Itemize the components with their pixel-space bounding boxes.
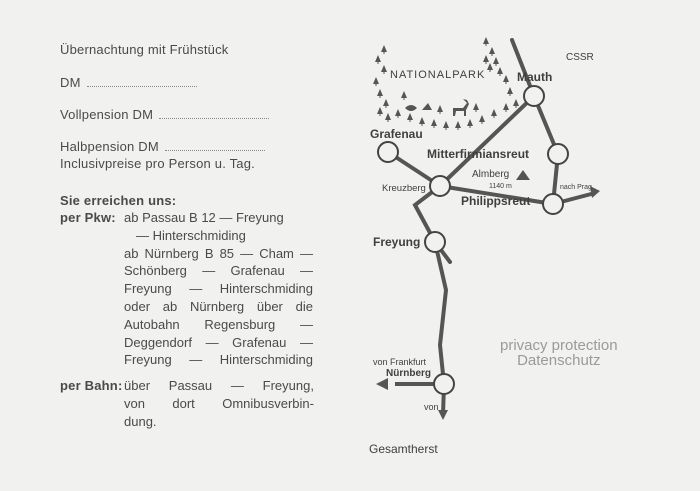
full-board-label: Vollpension DM xyxy=(60,107,154,122)
train-label: per Bahn: xyxy=(60,378,123,393)
country-label: CSSR xyxy=(566,52,594,63)
tree-trunk xyxy=(378,62,379,64)
map-labels xyxy=(369,52,594,456)
tree-trunk xyxy=(458,128,459,130)
town-mitterfirmiansreut-marker xyxy=(548,144,568,164)
train-direction-line: dung. xyxy=(124,414,157,429)
tree-trunk xyxy=(376,84,377,86)
animal-icon xyxy=(422,103,432,110)
tree-icon xyxy=(513,99,519,106)
forest-icons xyxy=(373,37,519,130)
tree-icon xyxy=(381,65,387,72)
tree-icon xyxy=(375,55,381,62)
tree-icon xyxy=(479,115,485,122)
tree-icon xyxy=(395,109,401,116)
tree-icon xyxy=(377,89,383,96)
tree-icon xyxy=(385,113,391,120)
mauth-label: Mauth xyxy=(517,70,553,84)
freyung-label: Freyung xyxy=(373,235,421,249)
train-direction-line: von dort Omnibusverbin- xyxy=(124,396,314,411)
tree-icon xyxy=(377,107,383,114)
tree-trunk xyxy=(434,126,435,128)
tree-icon xyxy=(487,63,493,70)
wildlife-icons xyxy=(405,99,469,116)
tree-trunk xyxy=(500,74,501,76)
tree-trunk xyxy=(386,106,387,108)
tree-trunk xyxy=(516,106,517,108)
almberg-label: Almberg xyxy=(472,169,510,180)
tree-trunk xyxy=(380,114,381,116)
town-hinterschmiding-marker xyxy=(434,374,454,394)
von-frankfurt-label: von Frankfurt xyxy=(373,357,427,367)
tree-trunk xyxy=(482,122,483,124)
car-direction-line: ab Nürnberg B 85 — Cham — xyxy=(124,245,313,261)
car-direction-line: Autobahn Regensburg — xyxy=(124,316,313,332)
half-board-label: Halbpension DM xyxy=(60,139,159,154)
nuernberg-label: Nürnberg xyxy=(386,368,431,379)
car-direction-line: — Hinterschmiding xyxy=(136,227,246,243)
tree-trunk xyxy=(486,62,487,64)
kreuzberg-label: Kreuzberg xyxy=(382,183,426,194)
tree-icon xyxy=(473,103,479,110)
tree-icon xyxy=(489,47,495,54)
philippsreut-label: Philippsreut xyxy=(461,194,531,208)
frankfurt-arrow-icon xyxy=(376,378,388,390)
national-park-label: NATIONALPARK xyxy=(390,69,486,81)
watermark-line2: Datenschutz xyxy=(517,352,601,369)
tree-trunk xyxy=(388,120,389,122)
inclusive-note: Inclusivpreise pro Person u. Tag. xyxy=(60,156,255,171)
overnight-label: Übernachtung mit Frühstück xyxy=(60,42,229,57)
tree-icon xyxy=(419,117,425,124)
nach-prag-label: nach Prag xyxy=(560,184,592,191)
directions-heading: Sie erreichen uns: xyxy=(60,193,177,208)
tree-trunk xyxy=(486,44,487,46)
tree-trunk xyxy=(410,120,411,122)
tree-trunk xyxy=(470,126,471,128)
tree-icon xyxy=(491,109,497,116)
tree-icon xyxy=(431,119,437,126)
tree-trunk xyxy=(384,52,385,54)
footer-label: Gesamtherst xyxy=(369,442,438,456)
watermark xyxy=(500,338,618,368)
car-direction-line: Freyung — Hinterschmiding xyxy=(124,352,313,368)
watermark-line1: privacy protection xyxy=(500,337,618,354)
tree-icon xyxy=(503,75,509,82)
car-direction-line: Schönberg — Grafenau — xyxy=(124,263,313,279)
tree-icon xyxy=(503,103,509,110)
tree-icon xyxy=(483,55,489,62)
tree-trunk xyxy=(398,116,399,118)
car-label: per Pkw: xyxy=(60,210,116,225)
south-arrow-icon xyxy=(438,410,448,420)
mitterfirmiansreut-label: Mitterfirmiansreut xyxy=(427,147,530,161)
train-direction-line: über Passau — Freyung, xyxy=(124,378,314,393)
town-grafenau-marker xyxy=(378,142,398,162)
tree-trunk xyxy=(422,124,423,126)
tree-icon xyxy=(467,119,473,126)
tree-icon xyxy=(407,113,413,120)
car-direction-line: Deggendorf — Grafenau — xyxy=(124,334,313,350)
grafenau-label: Grafenau xyxy=(370,127,423,141)
tree-icon xyxy=(401,91,407,98)
tree-icon xyxy=(483,37,489,44)
tree-icon xyxy=(383,99,389,106)
tree-trunk xyxy=(446,128,447,130)
tree-icon xyxy=(381,45,387,52)
von-label: von xyxy=(424,402,439,412)
car-direction-line: Freyung — Hinterschmiding xyxy=(124,281,313,297)
tree-trunk xyxy=(440,112,441,114)
town-philippsreut-marker xyxy=(543,194,563,214)
tree-trunk xyxy=(506,82,507,84)
town-kreuzberg-marker xyxy=(430,176,450,196)
town-freyung-marker xyxy=(425,232,445,252)
tree-trunk xyxy=(510,94,511,96)
tree-trunk xyxy=(506,110,507,112)
tree-icon xyxy=(497,67,503,74)
tree-icon xyxy=(455,121,461,128)
tree-icon xyxy=(443,121,449,128)
tree-icon xyxy=(373,77,379,84)
almberg-height-label: 1140 m xyxy=(489,183,512,190)
boar-icon xyxy=(405,105,417,111)
tree-icon xyxy=(507,87,513,94)
tree-trunk xyxy=(496,64,497,66)
tree-trunk xyxy=(380,96,381,98)
car-direction-line: oder ab Nürnberg über die xyxy=(124,299,313,314)
car-direction-line: ab Passau B 12 — Freyung xyxy=(124,210,284,225)
tree-trunk xyxy=(384,72,385,74)
tree-trunk xyxy=(404,98,405,100)
tree-trunk xyxy=(492,54,493,56)
tree-icon xyxy=(493,57,499,64)
tree-trunk xyxy=(476,110,477,112)
deer-icon xyxy=(453,99,469,116)
tree-trunk xyxy=(494,116,495,118)
tree-icon xyxy=(437,105,443,112)
dm-label: DM xyxy=(60,75,81,90)
mountain-peak-icon xyxy=(516,170,530,180)
tree-trunk xyxy=(490,70,491,72)
town-mauth-marker xyxy=(524,86,544,106)
